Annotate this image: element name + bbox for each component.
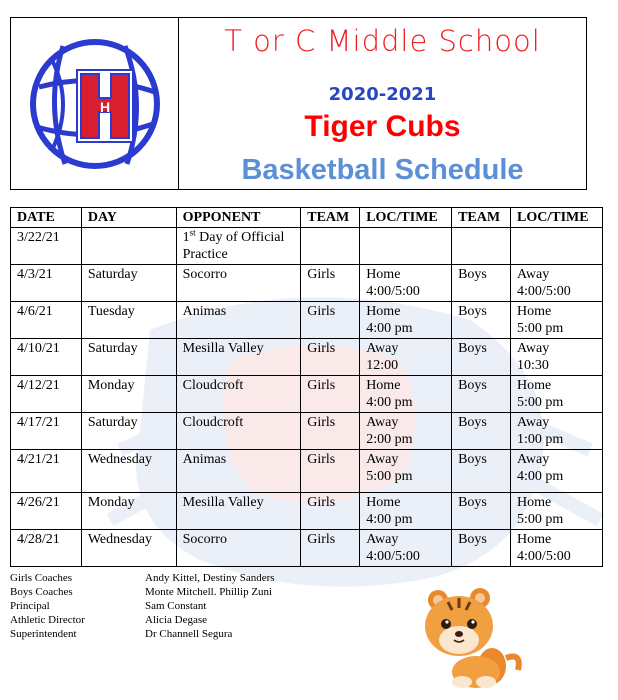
- team-cell: Girls: [301, 376, 360, 413]
- date-cell: 4/28/21: [11, 530, 82, 567]
- staff-role: Boys Coaches: [10, 586, 73, 598]
- opponent-cell: Animas: [176, 450, 301, 493]
- opponent-cell: Mesilla Valley: [176, 339, 301, 376]
- loc-time-cell: [511, 493, 603, 530]
- logo-letter: H: [99, 99, 111, 115]
- staff-role: Principal: [10, 600, 50, 612]
- table-row: [11, 302, 603, 339]
- col-header-opponent: OPPONENT: [176, 208, 301, 228]
- staff-role: Athletic Director: [10, 614, 85, 626]
- location-text: Away: [517, 267, 550, 282]
- table-row: [11, 530, 603, 567]
- time-text: 4:00 pm: [366, 321, 413, 336]
- location-text: Home: [517, 378, 552, 393]
- loc-time-cell: [360, 376, 452, 413]
- loc-time-cell: [360, 339, 452, 376]
- staff-row: [10, 599, 275, 613]
- team-cell: Girls: [301, 413, 360, 450]
- header-box: [10, 17, 587, 190]
- staff-role: Superintendent: [10, 628, 77, 640]
- loc-time-cell: [511, 339, 603, 376]
- date-cell: 4/21/21: [11, 450, 82, 493]
- table-row: [11, 265, 603, 302]
- opponent-cell: Cloudcroft: [176, 376, 301, 413]
- schedule-title: Basketball Schedule: [241, 154, 524, 186]
- loc-time-cell: [511, 413, 603, 450]
- team-cell: Boys: [452, 376, 511, 413]
- time-text: 4:00/5:00: [366, 284, 420, 299]
- schedule-table: [10, 207, 603, 567]
- location-text: Home: [517, 532, 552, 547]
- title-cell: [179, 18, 586, 189]
- table-header-row: [11, 208, 603, 228]
- opponent-cell: Cloudcroft: [176, 413, 301, 450]
- loc-time-cell: [360, 228, 452, 265]
- loc-time-cell: [360, 265, 452, 302]
- table-row: [11, 228, 603, 265]
- event-cell: [176, 228, 301, 265]
- team-cell: Girls: [301, 530, 360, 567]
- date-cell: 4/12/21: [11, 376, 82, 413]
- team-cell: Girls: [301, 450, 360, 493]
- location-text: Home: [517, 304, 552, 319]
- staff-row: [10, 571, 275, 585]
- table-row: [11, 493, 603, 530]
- date-cell: 4/17/21: [11, 413, 82, 450]
- location-text: Home: [366, 267, 401, 282]
- loc-time-cell: [511, 376, 603, 413]
- team-cell: Girls: [301, 493, 360, 530]
- col-header-loc-time-girls: LOC/TIME: [360, 208, 452, 228]
- location-text: Away: [366, 452, 399, 467]
- time-text: 5:00 pm: [366, 469, 413, 484]
- time-text: 4:00/5:00: [517, 284, 571, 299]
- col-header-team-boys: TEAM: [452, 208, 511, 228]
- day-cell: Saturday: [81, 339, 176, 376]
- staff-row: [10, 627, 275, 641]
- location-text: Home: [366, 495, 401, 510]
- school-name: T or C Middle School: [224, 24, 541, 58]
- time-text: 4:00 pm: [366, 395, 413, 410]
- table-row: [11, 339, 603, 376]
- team-cell: Boys: [452, 450, 511, 493]
- loc-time-cell: [360, 302, 452, 339]
- loc-time-cell: [511, 265, 603, 302]
- location-text: Home: [366, 378, 401, 393]
- day-cell: Monday: [81, 376, 176, 413]
- time-text: 4:00 pm: [366, 512, 413, 527]
- time-text: 12:00: [366, 358, 399, 373]
- time-text: 4:00 pm: [517, 469, 564, 484]
- loc-time-cell: [511, 530, 603, 567]
- team-cell: [301, 228, 360, 265]
- logo-cell: [11, 18, 179, 189]
- loc-time-cell: [360, 413, 452, 450]
- team-cell: Boys: [452, 530, 511, 567]
- opponent-cell: Socorro: [176, 530, 301, 567]
- time-text: 10:30: [517, 358, 549, 373]
- day-cell: Wednesday: [81, 450, 176, 493]
- day-cell: Monday: [81, 493, 176, 530]
- event-ordinal: 1: [182, 230, 190, 245]
- loc-time-cell: [360, 450, 452, 493]
- col-header-loc-time-boys: LOC/TIME: [511, 208, 603, 228]
- location-text: Away: [366, 415, 399, 430]
- opponent-cell: Animas: [176, 302, 301, 339]
- col-header-team-girls: TEAM: [301, 208, 360, 228]
- team-cell: [452, 228, 511, 265]
- event-text: Day of Official Practice: [182, 230, 285, 262]
- day-cell: Tuesday: [81, 302, 176, 339]
- day-cell: Saturday: [81, 265, 176, 302]
- team-cell: Girls: [301, 339, 360, 376]
- loc-time-cell: [360, 493, 452, 530]
- location-text: Away: [366, 341, 399, 356]
- location-text: Home: [517, 495, 552, 510]
- table-row: [11, 450, 603, 493]
- date-cell: 3/22/21: [11, 228, 82, 265]
- location-text: Away: [366, 532, 399, 547]
- table-row: [11, 413, 603, 450]
- staff-row: [10, 613, 275, 627]
- location-text: Away: [517, 341, 550, 356]
- location-text: Home: [366, 304, 401, 319]
- time-text: 4:00/5:00: [517, 549, 571, 564]
- loc-time-cell: [511, 228, 603, 265]
- day-cell: Wednesday: [81, 530, 176, 567]
- season-label: 2020-2021: [328, 84, 437, 105]
- team-name: Tiger Cubs: [304, 110, 461, 143]
- time-text: 5:00 pm: [517, 321, 564, 336]
- team-cell: Boys: [452, 413, 511, 450]
- event-ordinal-suffix: st: [189, 227, 196, 238]
- time-text: 1:00 pm: [517, 432, 564, 447]
- location-text: Away: [517, 415, 550, 430]
- date-cell: 4/6/21: [11, 302, 82, 339]
- date-cell: 4/26/21: [11, 493, 82, 530]
- time-text: 2:00 pm: [366, 432, 413, 447]
- loc-time-cell: [360, 530, 452, 567]
- staff-list: [10, 571, 275, 641]
- team-cell: Boys: [452, 493, 511, 530]
- staff-name: Sam Constant: [145, 600, 207, 612]
- staff-role: Girls Coaches: [10, 572, 73, 584]
- loc-time-cell: [511, 302, 603, 339]
- time-text: 5:00 pm: [517, 395, 564, 410]
- staff-name: Dr Channell Segura: [145, 628, 233, 640]
- staff-name: Alicia Degase: [145, 614, 207, 626]
- date-cell: 4/10/21: [11, 339, 82, 376]
- opponent-cell: Mesilla Valley: [176, 493, 301, 530]
- staff-name: Monte Mitchell. Phillip Zuni: [145, 586, 273, 598]
- col-header-day: DAY: [81, 208, 176, 228]
- opponent-cell: Socorro: [176, 265, 301, 302]
- team-cell: Girls: [301, 302, 360, 339]
- team-cell: Boys: [452, 339, 511, 376]
- time-text: 5:00 pm: [517, 512, 564, 527]
- day-cell: Saturday: [81, 413, 176, 450]
- staff-row: [10, 585, 275, 599]
- staff-name: Andy Kittel, Destiny Sanders: [145, 572, 275, 584]
- team-cell: Girls: [301, 265, 360, 302]
- date-cell: 4/3/21: [11, 265, 82, 302]
- tiger-cub-mascot: [418, 578, 528, 690]
- location-text: Away: [517, 452, 550, 467]
- loc-time-cell: [511, 450, 603, 493]
- basketball-h-logo: [25, 32, 165, 177]
- team-cell: Boys: [452, 302, 511, 339]
- col-header-date: DATE: [11, 208, 82, 228]
- table-row: [11, 376, 603, 413]
- team-cell: Boys: [452, 265, 511, 302]
- time-text: 4:00/5:00: [366, 549, 420, 564]
- day-cell: [81, 228, 176, 265]
